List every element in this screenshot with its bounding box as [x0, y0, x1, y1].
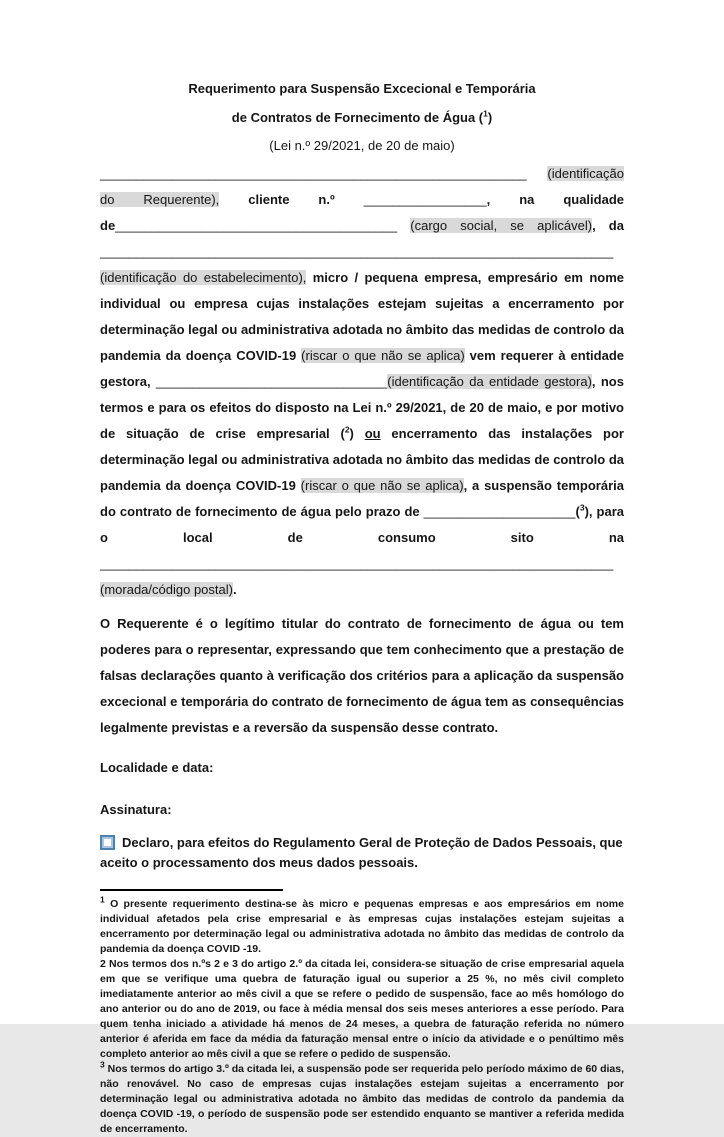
footnote-ref-3: 3 — [579, 502, 585, 513]
text-paren-close-2: ) — [349, 426, 354, 441]
blank-numero-cliente: _________________ — [363, 192, 487, 207]
text-nos-termos: , nos termos e para os efeitos do disposto na Lei n.º 29/2021, de 20 de maio, e por motivo de situação de crise empresarial ( — [100, 374, 624, 441]
blank-prazo: _____________________ — [423, 504, 576, 519]
text-vem-requerer: vem requerer à entidade gestora, — [100, 348, 624, 389]
law-reference: (Lei n.º 29/2021, de 20 de maio) — [269, 138, 455, 153]
blank-requerente-name: ___________________________________________________________ — [100, 166, 527, 181]
footnote-3 — [100, 1059, 625, 1137]
blank-entidade-gestora: ________________________________ — [155, 374, 388, 389]
title-line2-close: ) — [487, 110, 493, 125]
hint-riscar-1: (riscar o que não se aplica) — [301, 348, 465, 363]
footnote-2-text: Nos termos dos n.ºs 2 e 3 do artigo 2.º da citada lei, considera-se situação de crise empresarial aquela em que se verifique uma quebra de faturação igual ou superior a 25 %, no mês civil completo imediatamente anterior ao mês civil a que se refere o pedido de suspensão, face ao mês homólogo do ano anterior ou do ano de 2019, ou face à média mensal dos seis meses anteriores a esse período. Para quem tenha iniciado a atividade há menos de 24 meses, a quebra de faturação referida no número anterior é aferida em face da média da faturação mensal entre o início da atividade e o penúltimo mês completo anterior ao mês civil a que se refere o pedido de suspensão. — [100, 958, 624, 1060]
footnote-ref-2: 2 — [344, 424, 350, 435]
document-title — [100, 74, 624, 159]
text-encerramento: encerramento das instalações por determinação legal ou administrativa adotada no âmbito das medidas de controlo da pandemia da doença COVID-19 — [100, 426, 624, 493]
text-da: , da — [592, 218, 624, 233]
blank-morada: _______________________________________________________________________ — [100, 556, 614, 571]
footnote-ref-1: 1 — [483, 108, 488, 119]
declaration-paragraph: O Requerente é o legítimo titular do contrato de fornecimento de água ou tem poderes para o representar, expressando que tem conhecimento que a prestação de falsas declarações quanto à verificação dos critérios para a aplicação da suspensão excecional e temporária do contrato de fornecimento de água tem as consequências legalmente previstas e a reversão da suspensão desse contrato. — [100, 616, 624, 735]
gdpr-consent-row — [100, 833, 624, 873]
gdpr-checkbox[interactable] — [100, 835, 115, 850]
footnote-separator — [100, 889, 283, 891]
footnotes-section — [100, 894, 625, 1137]
text-ou-underlined: ou — [364, 426, 381, 441]
text-period: . — [232, 582, 237, 597]
document-title-line1: Requerimento para Suspensão Excecional e Temporária — [188, 81, 536, 96]
text-qualidade: , na qualidade de — [100, 192, 625, 233]
location-date-label: Localidade e data: — [100, 760, 214, 775]
text-paren-open-3: ( — [575, 504, 580, 519]
footnote-2-marker: 2 — [100, 958, 106, 970]
text-tipo-empresa: micro / pequena empresa, empresário em nome individual ou empresa cujas instalações estejam sujeitas a encerramento por determinação legal ou administrativa adotada no âmbito das medidas de controlo da pandemia da doença COVID-19 — [100, 270, 624, 363]
footnote-1-marker: 1 — [100, 894, 105, 905]
footnote-3-text: Nos termos do artigo 3.º da citada lei, a suspensão pode ser requerida pelo período máximo de 60 dias, não renovável. No caso de empresas cujas instalações estejam sujeitas a encerramento por determinação legal ou administrativa adotada no âmbito das medidas de controlo da pandemia da doença COVID -19, o período de suspensão pode ser estendido enquanto se mantiver a referida medida de encerramento. — [100, 1063, 625, 1135]
signature-label: Assinatura: — [100, 802, 172, 817]
footnote-1 — [100, 894, 624, 957]
hint-identificacao-estabelecimento: (identificação do estabelecimento), — [100, 270, 307, 285]
footnote-3-marker: 3 — [100, 1059, 105, 1070]
gdpr-consent-text: Declaro, para efeitos do Regulamento Geral de Proteção de Dados Pessoais, que aceito o processamento dos meus dados pessoais. — [100, 835, 623, 870]
blank-estabelecimento: _______________________________________________________________________ — [100, 244, 614, 259]
hint-identificacao-requerente: (identificação do Requerente), — [100, 166, 624, 207]
footnote-1-text: O presente requerimento destina-se às micro e pequenas empresas e aos empresários em nome individual afetados pela crise empresarial e às empresas cujas instalações estejam sujeitas a encerramento por determinação legal ou administrativa adotada no âmbito das medidas de controlo da pandemia da doença COVID -19. — [100, 898, 624, 955]
hint-riscar-2: (riscar o que não se aplica) — [300, 478, 464, 493]
hint-cargo-social: (cargo social, se aplicável) — [410, 218, 593, 233]
request-body-paragraph — [100, 161, 624, 603]
hint-entidade-gestora: (identificação da entidade gestora) — [387, 374, 592, 389]
text-local-consumo: ), para o local de consumo sito na — [100, 504, 624, 545]
hint-morada: (morada/código postal) — [100, 582, 233, 597]
text-suspensao-prazo: , a suspensão temporária do contrato de fornecimento de água pelo prazo de — [100, 478, 624, 519]
document-title-line2 — [100, 103, 624, 132]
title-line2-text: de Contratos de Fornecimento de Água ( — [231, 110, 484, 125]
footnote-2 — [100, 957, 624, 1062]
blank-cargo-social: _______________________________________ — [115, 218, 398, 233]
text-cliente: cliente n.º — [248, 192, 335, 207]
